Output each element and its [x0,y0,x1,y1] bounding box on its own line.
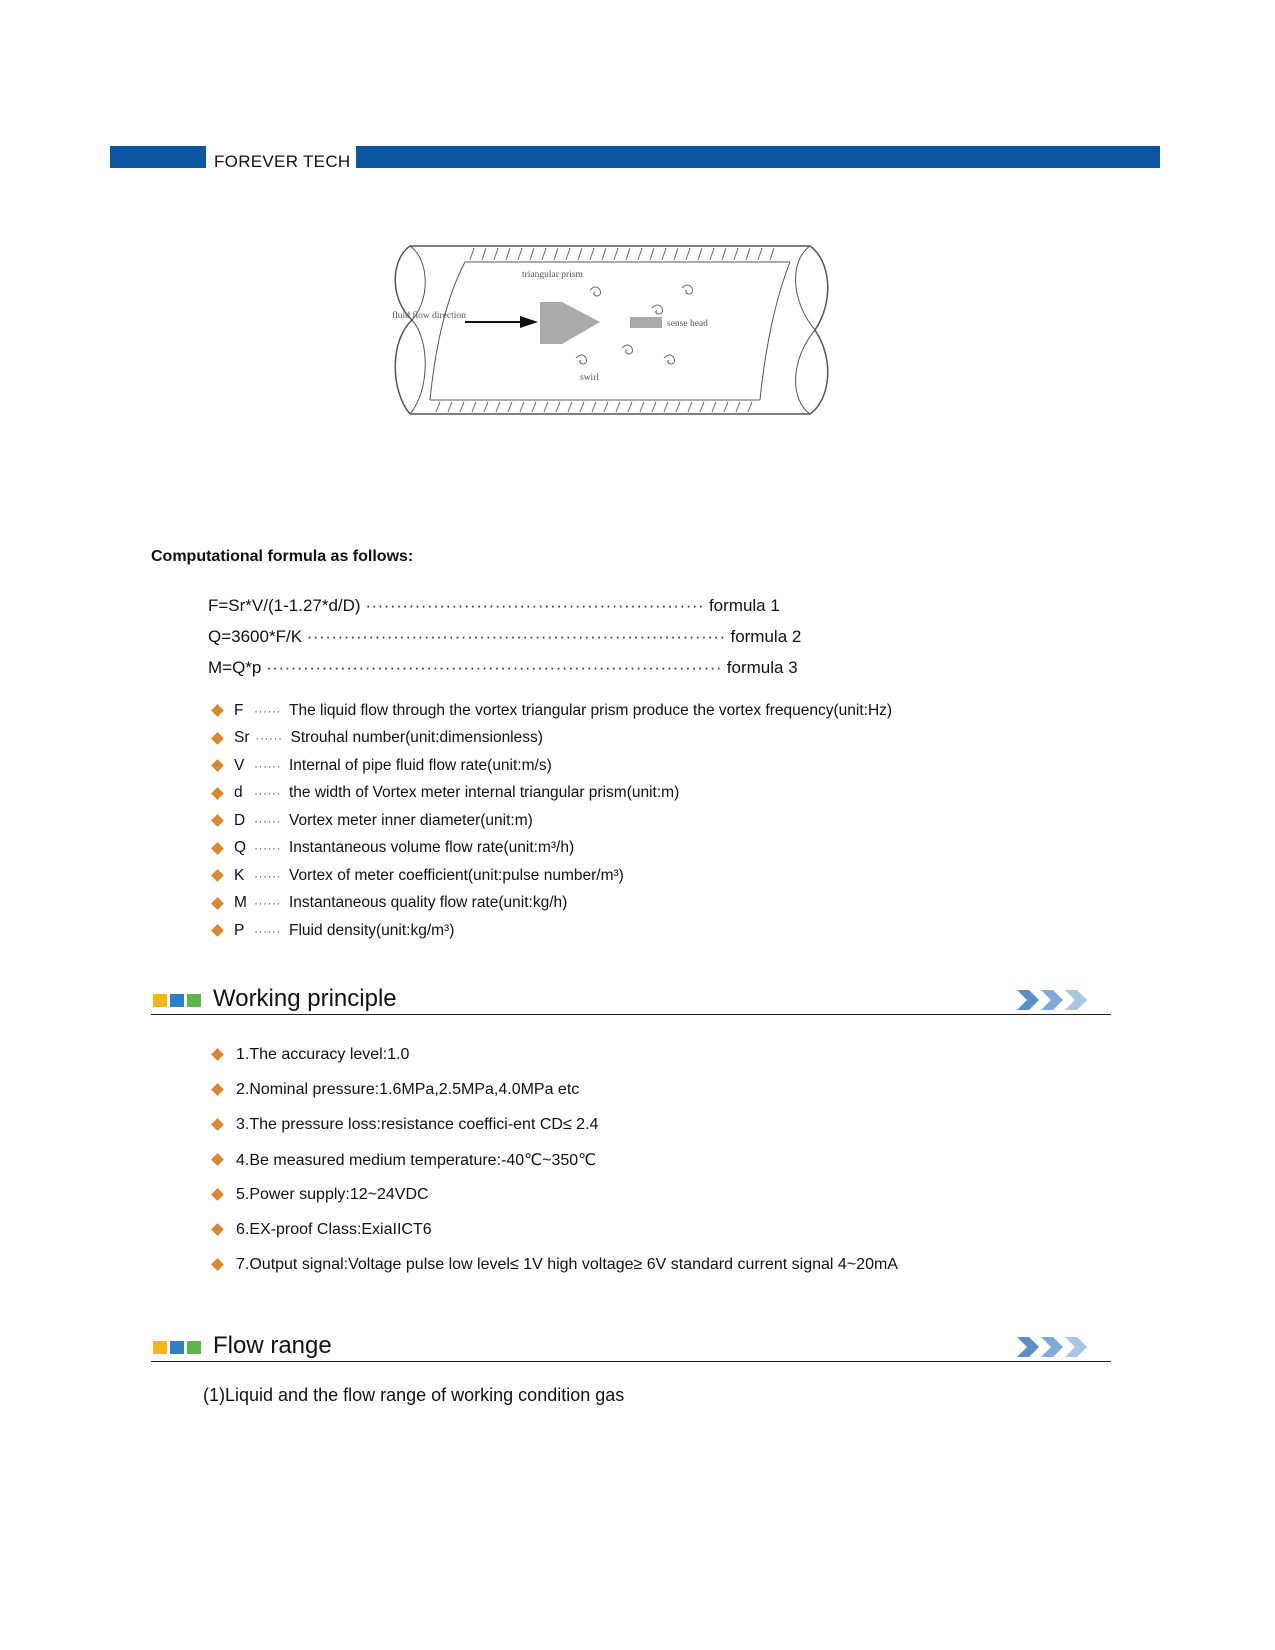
variable-symbol: D [234,811,246,829]
diagram-label-swirl: swirl [580,373,599,383]
chevrons-icon [1015,988,1093,1012]
diamond-bullet-icon [211,1258,224,1271]
leader-dots: ······ [254,896,281,911]
formula-leader-dots: ·········································································· [266,658,723,677]
header-band-right [356,146,1160,168]
list-item [210,890,892,918]
variable-description: Vortex of meter coefficient(unit:pulse number/m³) [288,866,624,884]
section-header-working-principle [151,980,1111,1015]
list-item [210,862,892,890]
list-item [210,807,892,835]
variable-description: Instantaneous volume flow rate(unit:m³/h) [288,839,575,857]
list-item [210,725,892,753]
variable-symbol: V [234,756,245,774]
working-principle-list [210,1037,898,1282]
pipe-left-end-inner [410,246,425,414]
diamond-bullet-icon [211,842,224,855]
diamond-bullet-icon [211,814,224,827]
variable-list [210,697,892,945]
formula-leader-dots: ······················································· [365,596,705,615]
chevrons-icon [1015,1335,1093,1359]
formula-line [208,658,798,678]
pipe-right-end-inner [796,246,815,414]
variable-symbol: Sr [234,729,250,747]
list-item [210,1037,898,1072]
variable-description: Strouhal number(unit:dimensionless) [290,729,543,747]
formula-label: formula 3 [726,658,798,677]
prism-block [540,302,562,344]
section-title: Working principle [213,985,397,1012]
variable-description: the width of Vortex meter internal triangular prism(unit:m) [288,784,680,802]
principle-text: 7.Output signal:Voltage pulse low level≤ 1V high voltage≥ 6V standard current signal 4~20mA [236,1255,898,1273]
diamond-bullet-icon [211,1118,224,1131]
principle-text: 4.Be measured medium temperature:-40℃~350℃ [236,1151,597,1169]
leader-dots: ······ [255,731,283,746]
variable-symbol: K [234,866,245,884]
diagram-label-sensor: sense head [667,319,708,329]
principle-text: 3.The pressure loss:resistance coeffici-ent CD≤ 2.4 [236,1115,599,1133]
formula-expr: F=Sr*V/(1-1.27*d/D) [208,596,361,615]
formula-heading: Computational formula as follows: [151,548,414,565]
diamond-bullet-icon [211,704,224,717]
formula-expr: M=Q*p [208,658,262,677]
flow-range-text: (1)Liquid and the flow range of working condition gas [203,1385,625,1405]
variable-description: Internal of pipe fluid flow rate(unit:m/s) [288,756,552,774]
diamond-bullet-icon [211,1048,224,1061]
pipe-left-end [395,246,412,414]
diamond-bullet-icon [211,897,224,910]
leader-dots: ······ [254,841,281,856]
leader-dots: ······ [254,923,281,938]
pipe-left-wall [430,262,465,400]
hatching-top [470,248,774,260]
principle-text: 5.Power supply:12~24VDC [236,1185,429,1203]
brand-name: FOREVER TECH [214,152,351,171]
list-item [210,697,892,725]
section-header-flow-range [151,1327,1111,1362]
formula-line [208,596,780,616]
leader-dots: ······ [254,813,281,828]
variable-description: Instantaneous quality flow rate(unit:kg/h) [288,894,568,912]
list-item [210,1142,898,1177]
diamond-bullet-icon [211,924,224,937]
colored-squares-icon [153,994,201,1007]
formula-label: formula 1 [708,596,780,615]
variable-symbol: d [234,784,243,802]
principle-text: 6.EX-proof Class:ExiaIICT6 [236,1220,432,1238]
list-item [210,1247,898,1282]
variable-symbol: Q [234,839,247,857]
list-item [210,1212,898,1247]
diamond-bullet-icon [211,1083,224,1096]
prism-triangle [562,302,600,344]
hatching-bottom [436,402,752,412]
diagram-label-prism: triangular prism [522,270,583,280]
variable-symbol: M [234,894,247,912]
diamond-bullet-icon [211,787,224,800]
variable-description: The liquid flow through the vortex triangular prism produce the vortex frequency(unit:Hz) [288,701,893,719]
pipe-right-wall [760,262,790,400]
diamond-bullet-icon [211,1188,224,1201]
variable-symbol: P [234,921,245,939]
colored-squares-icon [153,1341,201,1354]
leader-dots: ······ [254,703,281,718]
header-band-left [110,146,206,168]
principle-text: 1.The accuracy level:1.0 [236,1045,410,1063]
section-title: Flow range [213,1332,332,1359]
formula-leader-dots: ···································································· [306,627,726,646]
list-item [210,917,892,945]
formula-expr: Q=3600*F/K [208,627,303,646]
leader-dots: ······ [254,758,281,773]
list-item [210,752,892,780]
variable-description: Vortex meter inner diameter(unit:m) [288,811,533,829]
formula-label: formula 2 [730,627,802,646]
variable-description: Fluid density(unit:kg/m³) [288,921,455,939]
list-item [210,780,892,808]
diamond-bullet-icon [211,869,224,882]
list-item [210,1072,898,1107]
flow-arrow-head [520,316,538,328]
list-item [210,835,892,863]
vortex-meter-diagram [390,240,850,425]
principle-text: 2.Nominal pressure:1.6MPa,2.5MPa,4.0MPa etc [236,1080,580,1098]
sense-head [630,317,662,328]
diamond-bullet-icon [211,759,224,772]
diamond-bullet-icon [211,732,224,745]
list-item [210,1177,898,1212]
formula-line [208,627,801,647]
diamond-bullet-icon [211,1223,224,1236]
diagram-label-flow: fluid flow direction [392,311,466,321]
variable-symbol: F [234,701,244,719]
leader-dots: ······ [254,868,281,883]
pipe-right-end [810,246,828,414]
diamond-bullet-icon [211,1153,224,1166]
leader-dots: ······ [254,786,281,801]
list-item [210,1107,898,1142]
